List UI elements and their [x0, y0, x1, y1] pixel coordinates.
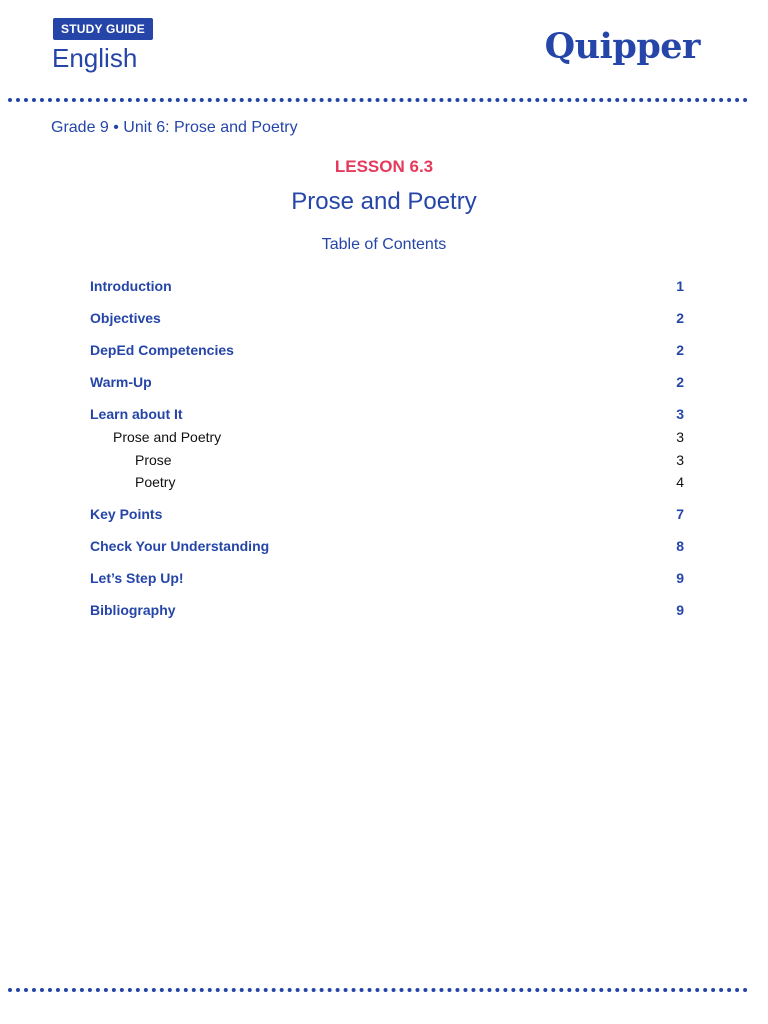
toc-entry-key-points[interactable] — [90, 504, 686, 524]
toc-entry-page: 3 — [676, 452, 684, 468]
quipper-logo: Quipper — [544, 26, 700, 67]
study-guide-badge: STUDY GUIDE — [53, 18, 153, 40]
bottom-dotted-divider — [8, 988, 748, 992]
toc-subentry-prose-and-poetry[interactable] — [90, 427, 686, 447]
toc-entry-bibliography[interactable] — [90, 600, 686, 620]
top-dotted-divider — [8, 98, 748, 102]
lesson-number: LESSON 6.3 — [334, 157, 434, 176]
toc-entry-learn-about-it[interactable] — [90, 404, 686, 424]
toc-entry-title: Bibliography — [90, 602, 176, 618]
subject-title: English — [52, 43, 138, 73]
toc-entry-page: 1 — [676, 278, 684, 294]
toc-entry-title: Introduction — [90, 278, 172, 294]
toc-entry-check-your-understanding[interactable] — [90, 536, 686, 556]
toc-entry-page: 9 — [676, 602, 684, 618]
toc-entry-warm-up[interactable] — [90, 372, 686, 392]
toc-entry-title: Prose and Poetry — [113, 429, 222, 445]
toc-entry-deped-competencies[interactable] — [90, 340, 686, 360]
toc-entry-page: 4 — [676, 474, 684, 490]
toc-entry-title: Objectives — [90, 310, 161, 326]
toc-subentry-poetry[interactable] — [90, 472, 686, 492]
toc-entry-lets-step-up[interactable] — [90, 568, 686, 588]
toc-entry-page: 9 — [676, 570, 684, 586]
toc-entry-title: Prose — [135, 452, 172, 468]
toc-entry-page: 3 — [676, 406, 684, 422]
toc-entry-page: 3 — [676, 429, 684, 445]
toc-entry-title: DepEd Competencies — [90, 342, 234, 358]
toc-entry-objectives[interactable] — [90, 308, 686, 328]
toc-heading: Table of Contents — [321, 236, 447, 253]
toc-entry-title: Poetry — [135, 474, 176, 490]
toc-entry-title: Check Your Understanding — [90, 538, 270, 554]
toc-entry-page: 8 — [676, 538, 684, 554]
breadcrumb: Grade 9 • Unit 6: Prose and Poetry — [51, 119, 298, 136]
toc-entry-introduction[interactable] — [90, 276, 686, 296]
toc-entry-title: Key Points — [90, 506, 163, 522]
toc-entry-page: 7 — [676, 506, 684, 522]
toc-subentry-prose[interactable] — [90, 450, 686, 470]
toc-entry-page: 2 — [676, 342, 684, 358]
toc-entry-title: Let’s Step Up! — [90, 570, 184, 586]
toc-entry-title: Warm-Up — [90, 374, 152, 390]
toc-entry-page: 2 — [676, 374, 684, 390]
toc-entry-page: 2 — [676, 310, 684, 326]
toc-entry-title: Learn about It — [90, 406, 183, 422]
lesson-title: Prose and Poetry — [291, 188, 477, 215]
